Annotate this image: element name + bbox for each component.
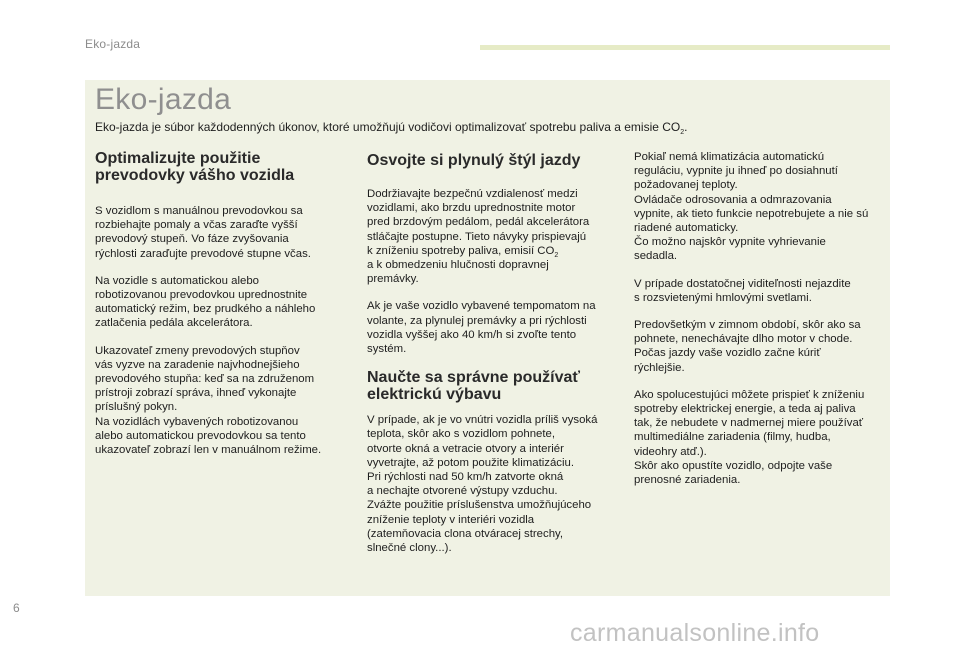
intro-paragraph: Eko-jazda je súbor každodenných úkonov, ktoré umožňujú vodičovi optimalizovať spotrebu paliva a emisie $CO_2$. [95,120,688,136]
page-number: 6 [13,601,20,615]
paragraph-multimedia: Ako spolucestujúci môžete prispieť k zníženiu spotreby elektrickej energie, a teda aj paliva tak, že nebudete v nadmernej miere používať multimediálne zariadenia (filmy, hudba, videohry atď.). Skôr ako opustíte vozidlo, odpojte vaše prenosné zariadenia. [634,388,865,487]
paragraph-engine-idle: Predovšetkým v zimnom období, skôr ako sa pohnete, nenechávajte dlho motor v chode. Počas jazdy vaše vozidlo začne kúriť rýchlejšie. [634,319,861,374]
heading-gearbox: Optimalizujte použitie prevodovky vášho vozidla [95,150,295,184]
section-header-label: Eko-jazda [85,37,141,51]
heading-electrical-equipment: Naučte sa správne používať elektrickú výbavu [367,369,581,404]
paragraph-safe-distance: Dodržiavajte bezpečnú vzdialenosť medzi vozidlami, ako brzdu uprednostnite motor pred brzdovým pedálom, pedál akcelerátora stláčajte postupne. Tieto návyky prispievajú k zníženiu spotreby paliva, emisií $CO_2$ a k obmedzeniu hlučnosti dopravnej premávky. [367,188,590,286]
heading-smooth-driving: Osvojte si plynulý štýl jazdy [367,152,581,169]
watermark-text: carmanualsonline.info [570,619,820,647]
page-title: Eko-jazda [95,83,232,116]
paragraph-automatic-gearbox: Na vozidle s automatickou alebo robotizovanou prevodovkou uprednostnite automatický režim, bez prudkého a náhleho zatlačenia pedála akcelerátora. [95,274,316,330]
paragraph-fog-lights: V prípade dostatočnej viditeľnosti nejazdite s rozsvietenými hmlovými svetlami. [634,277,851,304]
paragraph-manual-gearbox: S vozidlom s manuálnou prevodovkou sa rozbiehajte pomaly a včas zaraďte vyšší prevodový stupeň. Vo fáze zvyšovania rýchlosti zaraďujte prevodové stupne včas. [95,205,311,260]
paragraph-air-conditioning: V prípade, ak je vo vnútri vozidla príliš vysoká teplota, skôr ako s vozidlom pohnete, otvorte okná a vetracie otvory a interiér vyvetrajte, až potom použite klimatizáciu. Pri rýchlosti nad 50 km/h zatvorte okná a nechajte otvorené výstupy vzduchu. Zvážte použitie príslušenstva umožňujúceho zníženie teploty v interiéri vozidla (zatemňovacia clona otváracej strechy, slnečné clony...). [367,414,598,555]
paragraph-climate-control: Pokiaľ nemá klimatizácia automatickú reguláciu, vypnite ju ihneď po dosiahnutí požadovanej teploty. Ovládače odrosovania a odmrazovania vypnite, ak tieto funkcie nepotrebujete a nie sú riadené automaticky. Čo možno najskôr vypnite vyhrievanie sedadla. [634,151,869,263]
column-electrical-tips [634,150,886,500]
header-accent-bar [480,45,890,50]
column-driving-style [367,150,607,568]
paragraph-cruise-control: Ak je vaše vozidlo vybavené tempomatom na volante, za plynulej premávky a pri rýchlosti vozidla vyššej ako 40 km/h si zvoľte tento systém. [367,300,596,356]
paragraph-gear-indicator: Ukazovateľ zmeny prevodových stupňov vás vyzve na zaradenie najvhodnejšieho prevodového stupňa: keď sa na združenom prístroji zobrazí správa, ihneď vykonajte príslušný pokyn. Na vozidlách vybavených robotizovanou alebo automatickou prevodovkou sa tento ukazovateľ zobrazí len v manuálnom režime. [95,344,322,457]
column-gearbox [95,150,343,470]
